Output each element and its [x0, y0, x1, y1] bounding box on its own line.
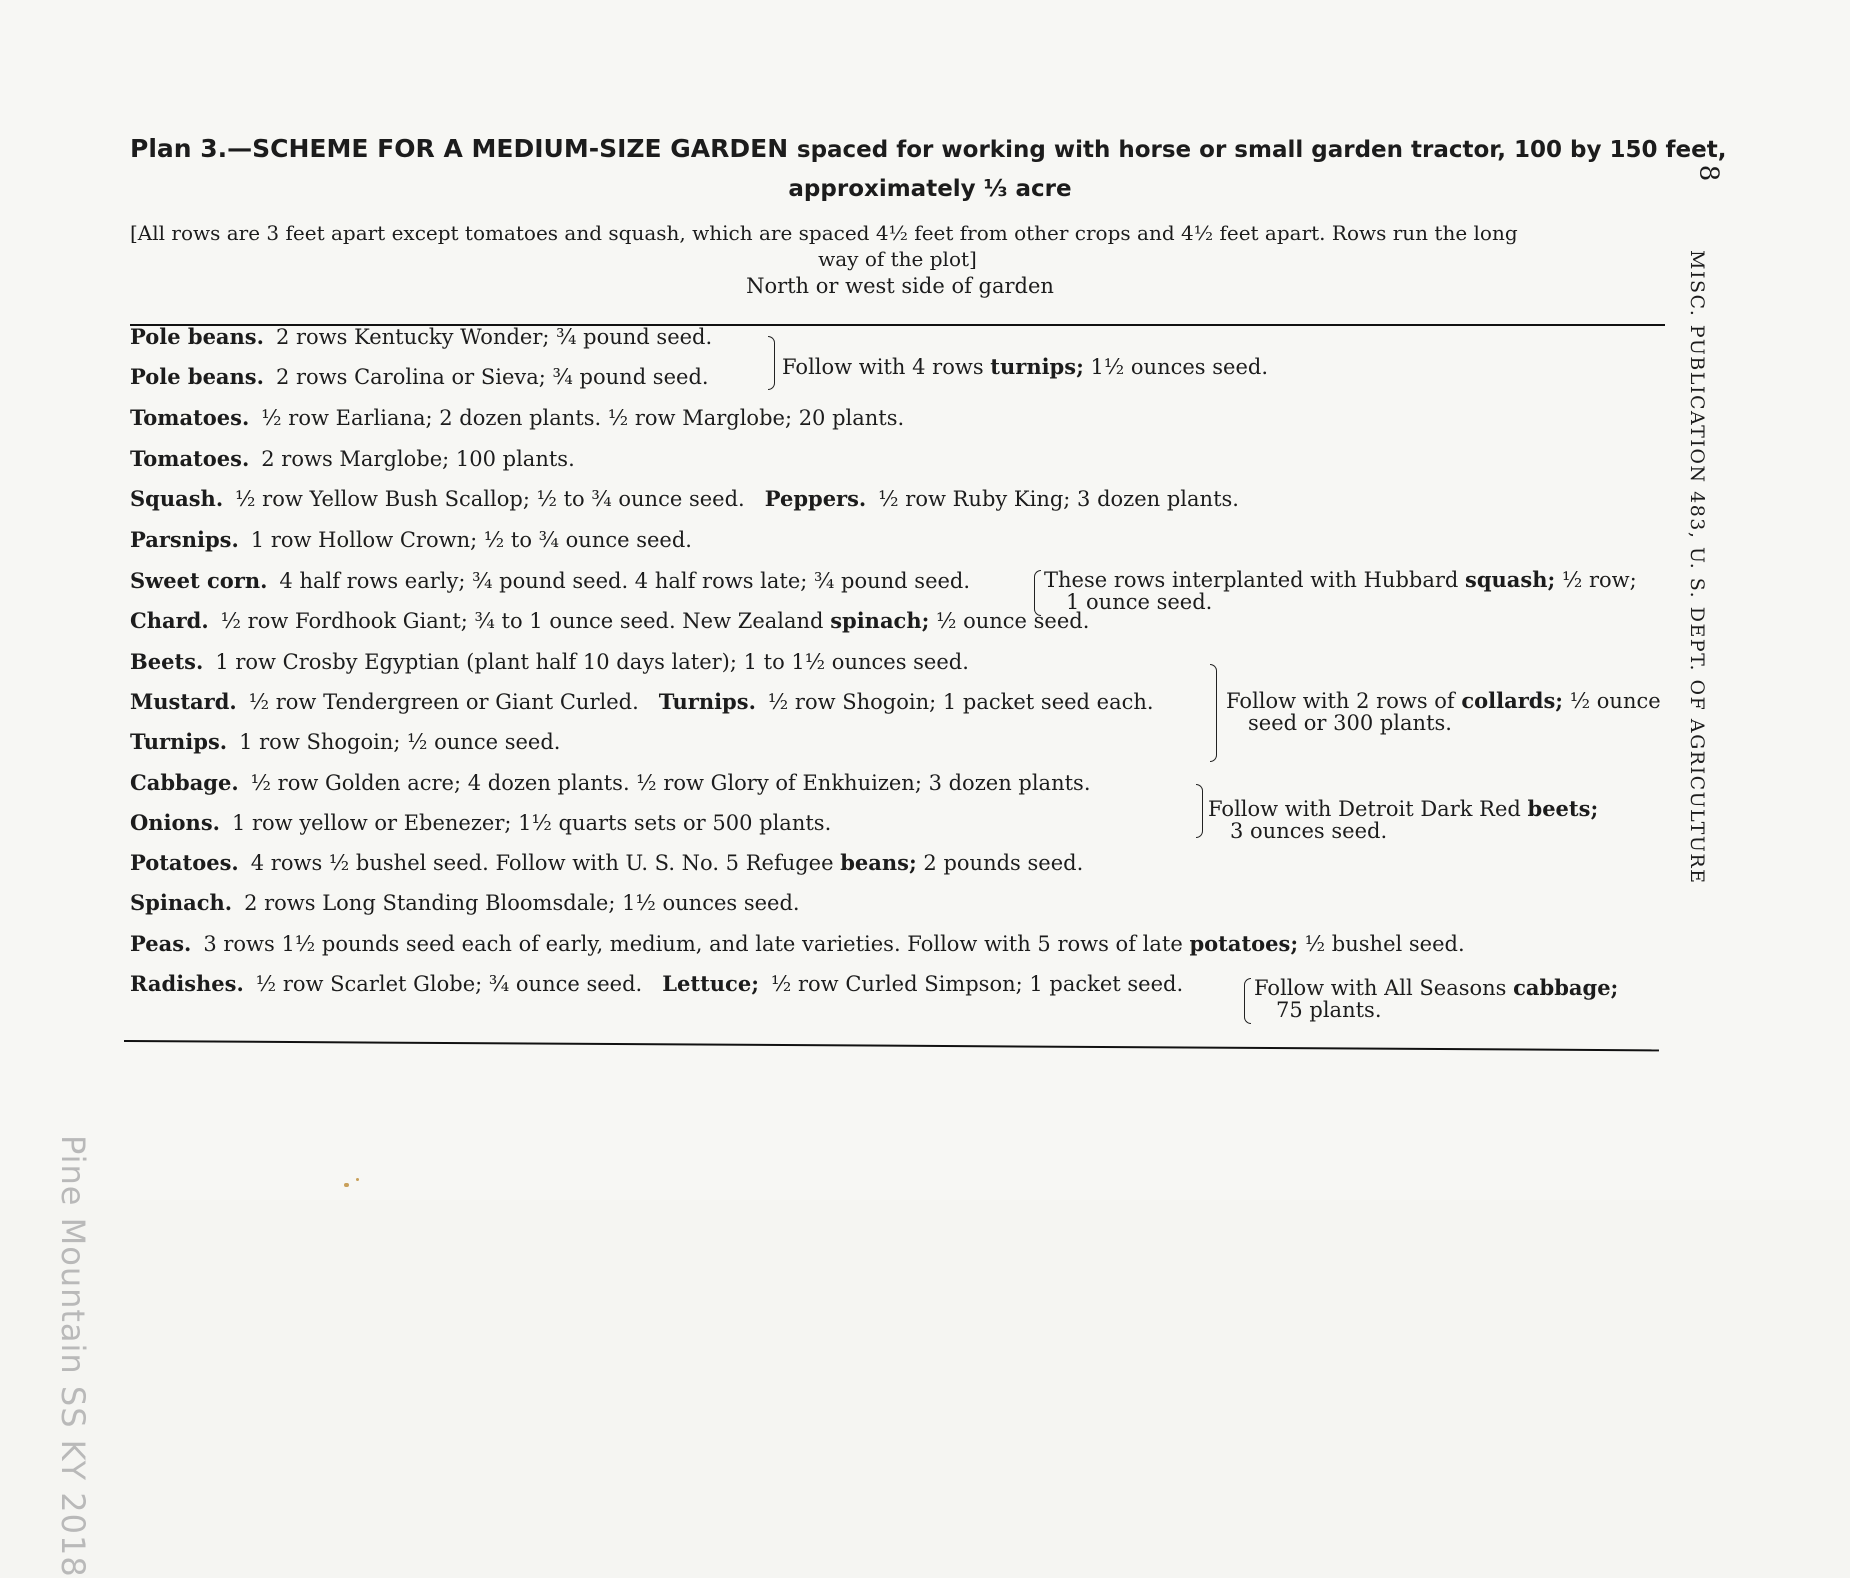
crop-name-2: Peppers.	[764, 486, 867, 511]
row-text: 2 rows Marglobe; 100 plants.	[261, 447, 575, 471]
row-text-2: ½ bushel seed.	[1304, 932, 1465, 956]
note-text: [All rows are 3 feet apart except tomatoes and squash, which are spaced 4½ feet from other crops and 4½ feet apart. Rows run the long	[130, 221, 1518, 245]
planting-row	[130, 364, 709, 390]
row-bold: spinach;	[830, 608, 930, 633]
row-text: 3 rows 1½ pounds seed each of early, medium, and late varieties. Follow with 5 rows of late	[203, 932, 1183, 956]
planting-row	[130, 649, 969, 675]
crop-name: Chard.	[130, 608, 209, 633]
row-text-2: ½ row Ruby King; 3 dozen plants.	[878, 487, 1239, 511]
row-text: 1 row Hollow Crown; ½ to ¾ ounce seed.	[250, 528, 692, 552]
row-text-2: ½ row Curled Simpson; 1 packet seed.	[770, 972, 1184, 996]
follow-note: These rows interplanted with Hubbard squash; ½ row; 1 ounce seed.	[1044, 567, 1637, 614]
crop-name-2: Lettuce;	[662, 971, 759, 996]
row-text: 1 row yellow or Ebenezer; 1½ quarts sets or 500 plants.	[231, 811, 832, 835]
planting-row	[130, 770, 1091, 796]
crop-name: Pole beans.	[130, 324, 264, 349]
brace	[1196, 784, 1203, 838]
row-text: 1 row Shogoin; ½ ounce seed.	[239, 730, 561, 754]
crop-name: Spinach.	[130, 890, 233, 915]
crop-name: Potatoes.	[130, 850, 239, 875]
row-text-2: 2 pounds seed.	[923, 851, 1084, 875]
row-bold: beans;	[840, 850, 917, 875]
crop-name: Parsnips.	[130, 527, 239, 552]
follow-note: Follow with Detroit Dark Red beets; 3 ounces seed.	[1208, 796, 1599, 843]
row-text-2: ½ row Shogoin; 1 packet seed each.	[767, 690, 1154, 714]
crop-name: Squash.	[130, 486, 224, 511]
page-number: 8	[1693, 164, 1724, 182]
crop-name: Beets.	[130, 649, 204, 674]
title-lead: Plan 3.—SCHEME FOR A MEDIUM-SIZE GARDEN	[130, 134, 789, 163]
crop-name: Radishes.	[130, 971, 244, 996]
row-text: ½ row Earliana; 2 dozen plants. ½ row Marglobe; 20 plants.	[261, 406, 905, 430]
planting-row	[130, 568, 970, 594]
title-line2: approximately ⅓ acre	[788, 176, 1072, 202]
note-line2: way of the plot]	[818, 247, 977, 271]
planting-row	[130, 890, 800, 916]
paper-speck	[356, 1178, 359, 1181]
crop-name: Pole beans.	[130, 364, 264, 389]
brace	[1210, 664, 1217, 762]
planting-row	[130, 324, 712, 350]
row-text: 2 rows Kentucky Wonder; ¾ pound seed.	[275, 325, 713, 349]
paper-speck	[344, 1183, 349, 1187]
planting-row	[130, 729, 560, 755]
planting-row	[130, 608, 1089, 634]
crop-name: Peas.	[130, 931, 192, 956]
brace	[1034, 570, 1041, 616]
bottom-rule	[124, 1040, 1659, 1051]
garden-side-label: North or west side of garden	[746, 274, 1054, 298]
row-text: ½ row Yellow Bush Scallop; ½ to ¾ ounce seed.	[235, 487, 745, 511]
crop-name: Mustard.	[130, 689, 237, 714]
brace	[768, 336, 775, 390]
row-text: ½ row Golden acre; 4 dozen plants. ½ row Glory of Enkhuizen; 3 dozen plants.	[250, 771, 1091, 795]
row-text: 4 half rows early; ¾ pound seed. 4 half rows late; ¾ pound seed.	[279, 569, 971, 593]
crop-name: Tomatoes.	[130, 446, 250, 471]
row-text: 2 rows Carolina or Sieva; ¾ pound seed.	[275, 365, 709, 389]
running-head: MISC. PUBLICATION 483, U. S. DEPT. OF AGRICULTURE	[1686, 250, 1708, 885]
row-text: 2 rows Long Standing Bloomsdale; 1½ ounces seed.	[244, 891, 800, 915]
plan-note	[130, 220, 1665, 272]
crop-name: Onions.	[130, 810, 220, 835]
row-text: ½ row Tendergreen or Giant Curled.	[248, 690, 639, 714]
follow-note: Follow with 4 rows turnips; 1½ ounces seed.	[782, 354, 1268, 379]
row-text: ½ row Fordhook Giant; ¾ to 1 ounce seed. New Zealand	[220, 609, 824, 633]
crop-name: Tomatoes.	[130, 405, 250, 430]
row-text: 1 row Crosby Egyptian (plant half 10 days later); 1 to 1½ ounces seed.	[215, 650, 969, 674]
planting-row	[130, 527, 692, 553]
row-bold: potatoes;	[1189, 931, 1299, 956]
planting-row	[130, 486, 1239, 512]
planting-row	[130, 689, 1154, 715]
planting-row	[130, 810, 831, 836]
follow-note: Follow with 2 rows of collards; ½ ounce seed or 300 plants.	[1226, 688, 1661, 735]
crop-name-2: Turnips.	[658, 689, 756, 714]
library-stamp: Pine Mountain SS KY 2018	[54, 1135, 92, 1578]
row-text: 4 rows ½ bushel seed. Follow with U. S. No. 5 Refugee	[250, 851, 834, 875]
planting-row	[130, 931, 1465, 957]
planting-row	[130, 850, 1083, 876]
row-text-2: ½ ounce seed.	[936, 609, 1090, 633]
crop-name: Cabbage.	[130, 770, 239, 795]
row-text: ½ row Scarlet Globe; ¾ ounce seed.	[255, 972, 643, 996]
follow-note: Follow with All Seasons cabbage; 75 plants.	[1254, 975, 1619, 1022]
crop-name: Turnips.	[130, 729, 228, 754]
plan-title	[130, 132, 1727, 167]
brace	[1244, 978, 1251, 1024]
title-rest: spaced for working with horse or small garden tractor, 100 by 150 feet,	[796, 137, 1727, 163]
planting-row	[130, 405, 904, 431]
crop-name: Sweet corn.	[130, 568, 268, 593]
planting-row	[130, 971, 1183, 997]
planting-row	[130, 446, 575, 472]
